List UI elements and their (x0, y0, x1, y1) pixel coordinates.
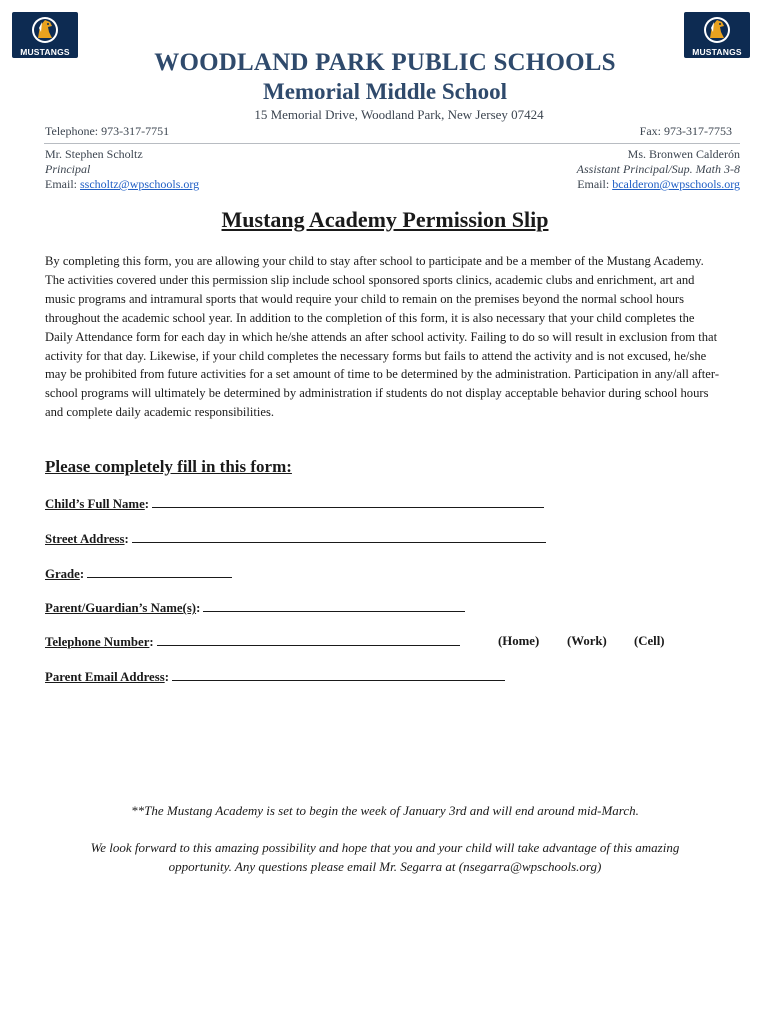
assistant-name: Ms. Bronwen Calderón (627, 147, 740, 161)
grade-field: Grade: (45, 566, 232, 582)
assistant-title: Assistant Principal/Sup. Math 3-8 (576, 162, 740, 176)
principal-email-row (45, 177, 199, 192)
school-fax: Fax: 973-317-7753 (639, 124, 732, 138)
grade-label: Grade (45, 567, 80, 581)
phone-type-home[interactable]: (Home) (498, 634, 540, 648)
school-name: Memorial Middle School (262, 79, 508, 104)
street-address-field: Street Address: (45, 531, 546, 547)
telephone-input[interactable] (157, 634, 460, 646)
telephone-label: Telephone Number (45, 635, 150, 649)
assistant-email-row (577, 177, 740, 192)
street-address-input[interactable] (132, 531, 546, 543)
logo-text: MUSTANGS (20, 47, 70, 57)
district-name: WOODLAND PARK PUBLIC SCHOOLS (154, 49, 616, 76)
assistant-principal-contact (577, 147, 740, 192)
email-label: Email: (577, 177, 613, 191)
form-title: Mustang Academy Permission Slip (221, 207, 549, 232)
intro-paragraph: By completing this form, you are allowing your child to stay after school to participate and be a member of the Mustang Academy. The activities covered under this permission slip include school sponsored sports clinics, academic clubs and enrichment, art and music programs and intramural sports that would require your child to remain on the premises beyond the normal school hours throughout the academic school year. In addition to the completion of this form, it is also necessary that your child completes the Daily Attendance form for each day in which he/she attends an after school activity. Failing to do so will result in exclusion from that activity for that day. Likewise, if your child completes the necessary forms but fails to attend the activity and is not excused, he/she may be prohibited from future activities for a set amount of time to be determined by the administration. Participation in any/all after-school programs will ultimately be determined by administration if students do not display acceptable behavior during school hours and complete daily academic responsibilities. (45, 254, 720, 420)
child-name-field: Child’s Full Name: (45, 496, 544, 512)
parent-names-input[interactable] (203, 600, 465, 612)
parent-email-label: Parent Email Address (45, 670, 165, 684)
logo-text: MUSTANGS (692, 47, 742, 57)
street-address-label: Street Address (45, 532, 125, 546)
principal-name: Mr. Stephen Scholtz (45, 147, 143, 161)
header-divider (44, 143, 740, 144)
parent-names-field: Parent/Guardian’s Name(s): (45, 600, 465, 616)
parent-email-field: Parent Email Address: (45, 669, 505, 685)
phone-type-work[interactable]: (Work) (567, 634, 607, 648)
school-address: 15 Memorial Drive, Woodland Park, New Jersey 07424 (254, 107, 544, 122)
principal-title: Principal (45, 162, 91, 176)
child-name-label: Child’s Full Name (45, 497, 145, 511)
grade-input[interactable] (87, 566, 232, 578)
child-name-input[interactable] (152, 496, 544, 508)
telephone-field: Telephone Number: (45, 634, 460, 650)
phone-type-cell[interactable]: (Cell) (634, 634, 665, 648)
parent-email-input[interactable] (172, 669, 505, 681)
principal-email-link[interactable]: sscholtz@wpschools.org (80, 177, 200, 191)
assistant-email-link[interactable]: bcalderon@wpschools.org (612, 177, 740, 191)
email-label: Email: (45, 177, 80, 191)
form-heading: Please completely fill in this form: (45, 457, 292, 476)
parent-names-label: Parent/Guardian’s Name(s) (45, 601, 197, 615)
academy-dates-note: **The Mustang Academy is set to begin the week of January 3rd and will end around mid-March. (131, 803, 639, 818)
closing-note: We look forward to this amazing possibility and hope that you and your child will take advantage of this amazing opportunity. Any questions please email Mr. Segarra at (nsegarra@wpschools.org) (90, 840, 680, 874)
principal-contact (45, 147, 199, 192)
school-telephone: Telephone: 973-317-7751 (45, 124, 170, 138)
